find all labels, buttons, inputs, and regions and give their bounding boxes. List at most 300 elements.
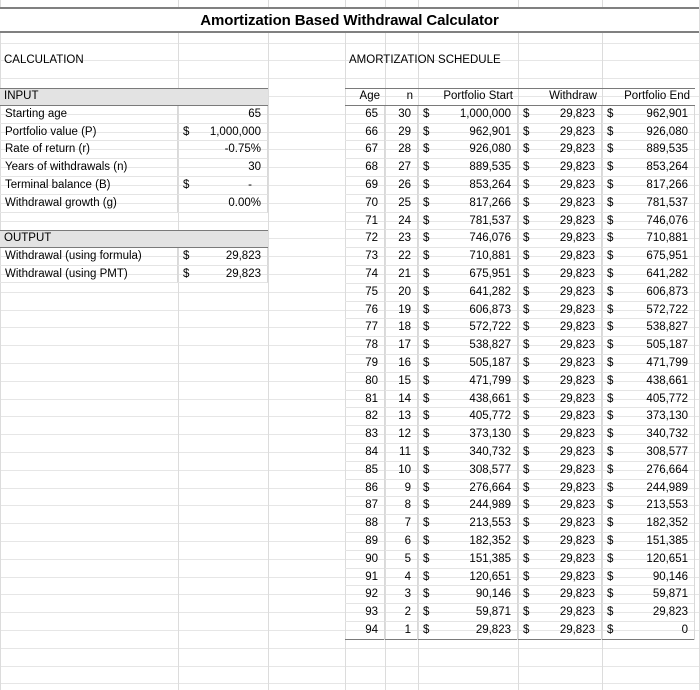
- table-cell: [602, 141, 695, 159]
- table-cell: [602, 408, 695, 426]
- table-cell: 90: [345, 551, 385, 569]
- table-cell: 20: [385, 284, 418, 302]
- table-row[interactable]: [345, 302, 695, 320]
- output-section-header: OUTPUT: [0, 230, 268, 248]
- currency-symbol: $: [423, 606, 430, 619]
- table-row[interactable]: [345, 355, 695, 373]
- table-cell: 74: [345, 266, 385, 284]
- cell-value: 29,823: [559, 428, 595, 441]
- cell-value: 962,901: [646, 107, 688, 120]
- currency-symbol: $: [423, 535, 430, 547]
- table-cell: [518, 569, 602, 587]
- table-cell: 7: [385, 515, 418, 533]
- cell-value: 572,722: [646, 303, 688, 316]
- table-row[interactable]: [345, 337, 695, 355]
- table-row[interactable]: [345, 551, 695, 569]
- table-row[interactable]: [345, 141, 695, 159]
- table-cell: 24: [385, 213, 418, 231]
- currency-symbol: $: [523, 535, 530, 547]
- table-cell: 69: [345, 177, 385, 195]
- table-cell: [518, 159, 602, 177]
- table-cell: [602, 284, 695, 302]
- grid-row-line: [0, 78, 699, 79]
- input-row-value-cell[interactable]: [178, 141, 268, 159]
- table-cell: [602, 302, 695, 320]
- table-cell: [602, 622, 695, 640]
- table-row[interactable]: [345, 462, 695, 480]
- table-cell: 26: [385, 177, 418, 195]
- table-cell: [418, 408, 518, 426]
- cell-value: 710,881: [646, 232, 688, 245]
- table-cell: 22: [385, 248, 418, 266]
- currency-symbol: $: [607, 125, 614, 138]
- cell-value: 29,823: [559, 570, 595, 583]
- input-row-value: 30: [248, 161, 261, 174]
- currency-symbol: $: [607, 357, 614, 369]
- currency-symbol: $: [523, 446, 530, 458]
- cell-value: 29,823: [559, 357, 595, 369]
- input-row-value-cell[interactable]: [178, 195, 268, 213]
- table-cell: 10: [385, 462, 418, 480]
- currency-symbol: $: [523, 285, 530, 298]
- table-cell: [602, 569, 695, 587]
- cell-value: 120,651: [469, 570, 511, 583]
- table-row[interactable]: [345, 622, 695, 640]
- table-cell: 66: [345, 124, 385, 142]
- input-row-value: -0.75%: [224, 143, 261, 156]
- currency-symbol: $: [523, 517, 530, 530]
- output-row-label: Withdrawal (using PMT): [0, 266, 178, 284]
- grid-row-line: [0, 666, 699, 667]
- table-cell: 89: [345, 533, 385, 551]
- input-row-value-cell[interactable]: [178, 177, 268, 195]
- currency-symbol: $: [423, 161, 430, 174]
- currency-symbol: $: [523, 107, 530, 120]
- table-cell: [418, 230, 518, 248]
- currency-symbol: $: [423, 250, 430, 263]
- currency-symbol: $: [607, 161, 614, 174]
- table-cell: 9: [385, 480, 418, 498]
- cell-value: 276,664: [646, 463, 688, 476]
- table-cell: [602, 213, 695, 231]
- table-cell: 73: [345, 248, 385, 266]
- currency-symbol: $: [423, 357, 430, 369]
- table-row[interactable]: [345, 124, 695, 142]
- table-row[interactable]: [345, 408, 695, 426]
- table-row[interactable]: [345, 604, 695, 622]
- currency-symbol: $: [523, 196, 530, 209]
- table-cell: [602, 391, 695, 409]
- table-row[interactable]: [345, 444, 695, 462]
- table-cell: [418, 195, 518, 213]
- table-cell: 4: [385, 569, 418, 587]
- currency-symbol: $: [607, 588, 614, 601]
- currency-symbol: $: [183, 267, 190, 280]
- input-row-value: 0.00%: [228, 196, 261, 209]
- table-cell: [418, 355, 518, 373]
- cell-value: 244,989: [469, 499, 511, 512]
- table-cell: [602, 533, 695, 551]
- currency-symbol: $: [423, 463, 430, 476]
- table-cell: [602, 319, 695, 337]
- input-row-label: Withdrawal growth (g): [0, 195, 178, 213]
- table-cell: 19: [385, 302, 418, 320]
- currency-symbol: $: [523, 232, 530, 245]
- table-cell: [418, 515, 518, 533]
- currency-symbol: $: [423, 196, 430, 209]
- input-row-value-cell[interactable]: [178, 106, 268, 124]
- table-cell: [602, 124, 695, 142]
- currency-symbol: $: [423, 552, 430, 565]
- currency-symbol: $: [423, 285, 430, 298]
- currency-symbol: $: [523, 428, 530, 441]
- currency-symbol: $: [523, 552, 530, 565]
- table-cell: [518, 586, 602, 604]
- currency-symbol: $: [523, 357, 530, 369]
- cell-value: 471,799: [646, 357, 688, 369]
- input-row-value: -: [248, 179, 252, 191]
- table-cell: [602, 604, 695, 622]
- cell-value: 29,823: [652, 606, 688, 619]
- cell-value: 606,873: [469, 303, 511, 316]
- table-cell: 79: [345, 355, 385, 373]
- currency-symbol: $: [523, 624, 530, 636]
- table-cell: 71: [345, 213, 385, 231]
- table-cell: [602, 497, 695, 515]
- table-cell: 11: [385, 444, 418, 462]
- output-row-label: Withdrawal (using formula): [0, 248, 178, 266]
- table-row[interactable]: [345, 497, 695, 515]
- table-cell: 29: [385, 124, 418, 142]
- currency-symbol: $: [607, 179, 614, 191]
- table-cell: 18: [385, 319, 418, 337]
- cell-value: 675,951: [469, 268, 511, 280]
- currency-symbol: $: [607, 517, 614, 530]
- table-cell: 17: [385, 337, 418, 355]
- table-cell: [418, 622, 518, 640]
- cell-value: 213,553: [646, 499, 688, 512]
- cell-value: 889,535: [646, 143, 688, 156]
- currency-symbol: $: [523, 374, 530, 387]
- cell-value: 710,881: [469, 250, 511, 263]
- cell-value: 151,385: [646, 535, 688, 547]
- cell-value: 572,722: [469, 321, 511, 334]
- page-title: Amortization Based Withdrawal Calculator: [200, 11, 499, 29]
- table-cell: [518, 426, 602, 444]
- table-cell: [518, 248, 602, 266]
- currency-symbol: $: [607, 339, 614, 352]
- cell-value: 746,076: [469, 232, 511, 245]
- table-cell: [518, 622, 602, 640]
- cell-value: 29,823: [559, 143, 595, 156]
- table-cell: [602, 230, 695, 248]
- table-cell: [518, 230, 602, 248]
- table-cell: [518, 462, 602, 480]
- cell-value: 29,823: [559, 268, 595, 280]
- output-row-value: 29,823: [225, 267, 261, 280]
- table-cell: 16: [385, 355, 418, 373]
- currency-symbol: $: [423, 268, 430, 280]
- table-cell: 27: [385, 159, 418, 177]
- table-cell: [602, 515, 695, 533]
- currency-symbol: $: [423, 303, 430, 316]
- table-row[interactable]: [345, 284, 695, 302]
- table-row[interactable]: [345, 159, 695, 177]
- currency-symbol: $: [607, 552, 614, 565]
- cell-value: 29,823: [559, 285, 595, 298]
- currency-symbol: $: [523, 339, 530, 352]
- table-cell: 6: [385, 533, 418, 551]
- input-row-label: Terminal balance (B): [0, 177, 178, 195]
- currency-symbol: $: [423, 446, 430, 458]
- table-cell: [518, 515, 602, 533]
- cell-value: 29,823: [475, 624, 511, 636]
- cell-value: 471,799: [469, 374, 511, 387]
- currency-symbol: $: [523, 214, 530, 227]
- table-cell: [518, 106, 602, 124]
- currency-symbol: $: [523, 161, 530, 174]
- table-row[interactable]: [345, 480, 695, 498]
- table-cell: [602, 248, 695, 266]
- table-cell: 14: [385, 391, 418, 409]
- grid-row-line: [0, 43, 699, 44]
- cell-value: 438,661: [646, 374, 688, 387]
- cell-value: 853,264: [469, 179, 511, 191]
- table-row[interactable]: [345, 266, 695, 284]
- table-row[interactable]: [345, 515, 695, 533]
- currency-symbol: $: [523, 481, 530, 494]
- table-cell: [418, 302, 518, 320]
- cell-value: 1,000,000: [459, 107, 511, 120]
- table-cell: 84: [345, 444, 385, 462]
- input-row-label: Years of withdrawals (n): [0, 159, 178, 177]
- table-cell: 25: [385, 195, 418, 213]
- table-cell: 28: [385, 141, 418, 159]
- output-row-value-cell[interactable]: [178, 266, 268, 284]
- table-cell: 67: [345, 141, 385, 159]
- cell-value: 308,577: [646, 446, 688, 458]
- currency-symbol: $: [423, 481, 430, 494]
- cell-value: 29,823: [559, 410, 595, 423]
- currency-symbol: $: [423, 392, 430, 405]
- table-row[interactable]: [345, 195, 695, 213]
- cell-value: 29,823: [559, 161, 595, 174]
- table-row[interactable]: [345, 213, 695, 231]
- table-cell: 12: [385, 426, 418, 444]
- cell-value: 29,823: [559, 321, 595, 334]
- table-cell: [518, 124, 602, 142]
- table-cell: [518, 141, 602, 159]
- table-column-header: Portfolio Start: [443, 90, 513, 102]
- table-cell: [602, 462, 695, 480]
- currency-symbol: $: [523, 392, 530, 405]
- table-row[interactable]: [345, 319, 695, 337]
- table-cell: [418, 124, 518, 142]
- table-cell: [418, 444, 518, 462]
- currency-symbol: $: [607, 606, 614, 619]
- input-row-label: Rate of return (r): [0, 141, 178, 159]
- table-cell: [418, 159, 518, 177]
- cell-value: 59,871: [652, 588, 688, 601]
- table-row[interactable]: [345, 248, 695, 266]
- cell-value: 538,827: [646, 321, 688, 334]
- table-cell: [518, 355, 602, 373]
- output-row-value-cell[interactable]: [178, 248, 268, 266]
- cell-value: 29,823: [559, 232, 595, 245]
- table-row[interactable]: [345, 533, 695, 551]
- table-row[interactable]: [345, 177, 695, 195]
- table-cell: [518, 177, 602, 195]
- cell-value: 29,823: [559, 196, 595, 209]
- cell-value: 29,823: [559, 303, 595, 316]
- currency-symbol: $: [607, 374, 614, 387]
- cell-value: 781,537: [469, 214, 511, 227]
- table-cell: [602, 177, 695, 195]
- table-cell: 1: [385, 622, 418, 640]
- cell-value: 746,076: [646, 214, 688, 227]
- currency-symbol: $: [183, 179, 190, 191]
- table-cell: 21: [385, 266, 418, 284]
- currency-symbol: $: [423, 107, 430, 120]
- table-cell: [418, 319, 518, 337]
- input-row-value: 65: [248, 107, 261, 120]
- table-row[interactable]: [345, 586, 695, 604]
- cell-value: 120,651: [646, 552, 688, 565]
- table-cell: 77: [345, 319, 385, 337]
- currency-symbol: $: [607, 107, 614, 120]
- currency-symbol: $: [607, 285, 614, 298]
- table-cell: [418, 480, 518, 498]
- table-row[interactable]: [345, 569, 695, 587]
- table-cell: [418, 462, 518, 480]
- input-row-value-cell[interactable]: [178, 124, 268, 142]
- table-cell: 15: [385, 373, 418, 391]
- input-row-value-cell[interactable]: [178, 159, 268, 177]
- table-cell: 5: [385, 551, 418, 569]
- table-cell: [518, 319, 602, 337]
- input-section-header: INPUT: [0, 88, 268, 106]
- table-cell: 76: [345, 302, 385, 320]
- currency-symbol: $: [607, 446, 614, 458]
- cell-value: 29,823: [559, 374, 595, 387]
- table-cell: [602, 195, 695, 213]
- cell-value: 182,352: [646, 517, 688, 530]
- cell-value: 90,146: [652, 570, 688, 583]
- table-row[interactable]: [345, 106, 695, 124]
- table-cell: 13: [385, 408, 418, 426]
- currency-symbol: $: [423, 143, 430, 156]
- table-cell: 23: [385, 230, 418, 248]
- table-cell: [602, 426, 695, 444]
- currency-symbol: $: [423, 517, 430, 530]
- table-cell: 68: [345, 159, 385, 177]
- table-cell: 85: [345, 462, 385, 480]
- currency-symbol: $: [423, 428, 430, 441]
- currency-symbol: $: [607, 410, 614, 423]
- table-row[interactable]: [345, 391, 695, 409]
- currency-symbol: $: [523, 125, 530, 138]
- cell-value: 889,535: [469, 161, 511, 174]
- currency-symbol: $: [523, 179, 530, 191]
- table-cell: [602, 586, 695, 604]
- table-cell: [418, 391, 518, 409]
- grid-row-line: [0, 648, 699, 649]
- table-column-header: Withdraw: [549, 90, 597, 102]
- cell-value: 29,823: [559, 517, 595, 530]
- cell-value: 926,080: [469, 143, 511, 156]
- table-cell: 82: [345, 408, 385, 426]
- cell-value: 29,823: [559, 463, 595, 476]
- table-cell: [602, 551, 695, 569]
- currency-symbol: $: [607, 321, 614, 334]
- currency-symbol: $: [423, 374, 430, 387]
- table-cell: 2: [385, 604, 418, 622]
- cell-value: 182,352: [469, 535, 511, 547]
- table-cell: [418, 177, 518, 195]
- table-header-row: [345, 88, 695, 106]
- cell-value: 675,951: [646, 250, 688, 263]
- cell-value: 641,282: [646, 268, 688, 280]
- table-cell: [518, 213, 602, 231]
- grid-row-line: [0, 683, 699, 684]
- currency-symbol: $: [607, 428, 614, 441]
- table-row[interactable]: [345, 373, 695, 391]
- currency-symbol: $: [523, 588, 530, 601]
- cell-value: 641,282: [469, 285, 511, 298]
- cell-value: 538,827: [469, 339, 511, 352]
- cell-value: 29,823: [559, 179, 595, 191]
- table-cell: 30: [385, 106, 418, 124]
- table-cell: [418, 213, 518, 231]
- table-cell: [602, 266, 695, 284]
- table-cell: 83: [345, 426, 385, 444]
- table-cell: 78: [345, 337, 385, 355]
- cell-value: 29,823: [559, 446, 595, 458]
- cell-value: 853,264: [646, 161, 688, 174]
- cell-value: 781,537: [646, 196, 688, 209]
- cell-value: 29,823: [559, 214, 595, 227]
- table-cell: [418, 337, 518, 355]
- table-cell: [518, 266, 602, 284]
- currency-symbol: $: [183, 125, 190, 138]
- cell-value: 340,732: [646, 428, 688, 441]
- cell-value: 59,871: [475, 606, 511, 619]
- currency-symbol: $: [607, 481, 614, 494]
- currency-symbol: $: [183, 249, 190, 262]
- currency-symbol: $: [523, 410, 530, 423]
- table-cell: 75: [345, 284, 385, 302]
- cell-value: 373,130: [469, 428, 511, 441]
- currency-symbol: $: [607, 143, 614, 156]
- cell-value: 29,823: [559, 588, 595, 601]
- cell-value: 90,146: [475, 588, 511, 601]
- table-cell: [518, 444, 602, 462]
- table-cell: [602, 373, 695, 391]
- currency-symbol: $: [607, 303, 614, 316]
- currency-symbol: $: [423, 232, 430, 245]
- table-row[interactable]: [345, 230, 695, 248]
- cell-value: 29,823: [559, 535, 595, 547]
- table-row[interactable]: [345, 426, 695, 444]
- table-cell: [418, 604, 518, 622]
- currency-symbol: $: [607, 250, 614, 263]
- table-cell: [602, 444, 695, 462]
- table-cell: 88: [345, 515, 385, 533]
- table-column-header: n: [406, 90, 413, 102]
- table-cell: [518, 373, 602, 391]
- table-cell: [418, 533, 518, 551]
- calculation-section-label: CALCULATION: [4, 54, 84, 66]
